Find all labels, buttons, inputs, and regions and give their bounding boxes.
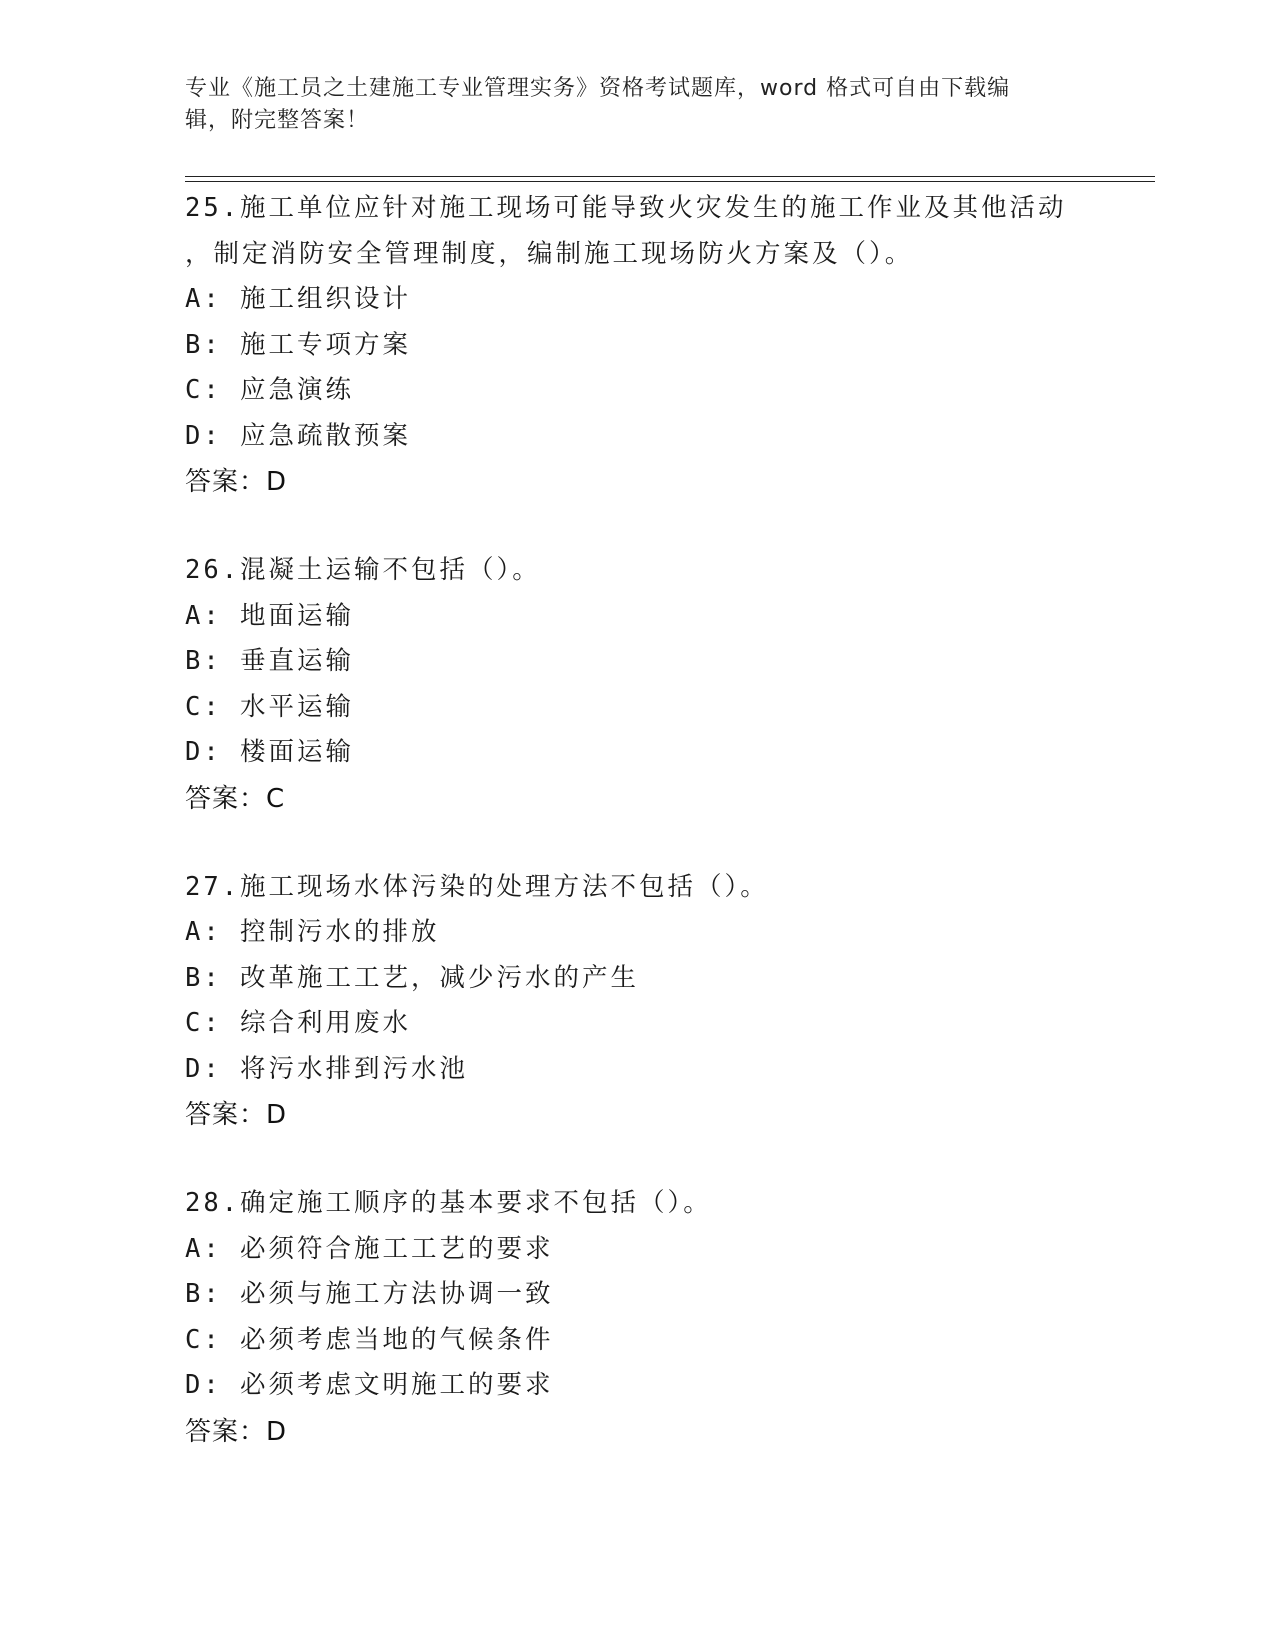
answer: 答案：C: [185, 783, 286, 814]
question-text-line: 27.施工现场水体污染的处理方法不包括（）。: [185, 871, 769, 902]
option-b: B: 施工专项方案: [185, 329, 412, 360]
option-c: C: 应急演练: [185, 375, 355, 405]
option-c: C: 必须考虑当地的气候条件: [185, 1324, 554, 1355]
option-d: D: 必须考虑文明施工的要求: [185, 1370, 554, 1400]
option-a: A: 地面运输: [185, 600, 355, 631]
question-list: [185, 186, 1185, 1498]
header-line-2: 辑，附完整答案！: [185, 108, 370, 133]
question-text: [185, 865, 1185, 911]
question-text: [185, 186, 1185, 277]
question-text: [185, 548, 1185, 594]
question-26: [185, 548, 1185, 822]
option-c: C: 水平运输: [185, 691, 355, 722]
answer: 答案：D: [185, 467, 288, 497]
header-line-1: 专业《施工员之土建施工专业管理实务》资格考试题库，word 格式可自由下载编: [185, 76, 1011, 101]
header-divider-top: [185, 176, 1155, 177]
answer: 答案：D: [185, 1416, 288, 1447]
option-a: A: 必须符合施工工艺的要求: [185, 1233, 554, 1264]
document-header: [185, 73, 1075, 137]
option-b: B: 垂直运输: [185, 646, 355, 676]
option-d: D: 将污水排到污水池: [185, 1053, 469, 1084]
question-28: [185, 1181, 1185, 1455]
option-a: A: 施工组织设计: [185, 284, 412, 314]
option-c: C: 综合利用废水: [185, 1008, 412, 1038]
question-text-line: ，制定消防安全管理制度，编制施工现场防火方案及（）。: [185, 238, 914, 269]
question-text-line: 28.确定施工顺序的基本要求不包括（）。: [185, 1188, 712, 1218]
option-a: A: 控制污水的排放: [185, 917, 440, 947]
option-b: B: 必须与施工方法协调一致: [185, 1279, 554, 1309]
question-text-line: 26.混凝土运输不包括（）。: [185, 555, 541, 585]
header-divider-bottom: [185, 181, 1155, 182]
answer: 答案：D: [185, 1100, 288, 1130]
option-d: D: 楼面运输: [185, 737, 355, 767]
question-text: [185, 1181, 1185, 1227]
question-text-line: 25.施工单位应针对施工现场可能导致火灾发生的施工作业及其他活动: [185, 193, 1067, 223]
question-27: [185, 865, 1185, 1139]
option-d: D: 应急疏散预案: [185, 420, 412, 451]
option-b: B: 改革施工工艺，减少污水的产生: [185, 962, 640, 993]
question-25: [185, 186, 1185, 505]
